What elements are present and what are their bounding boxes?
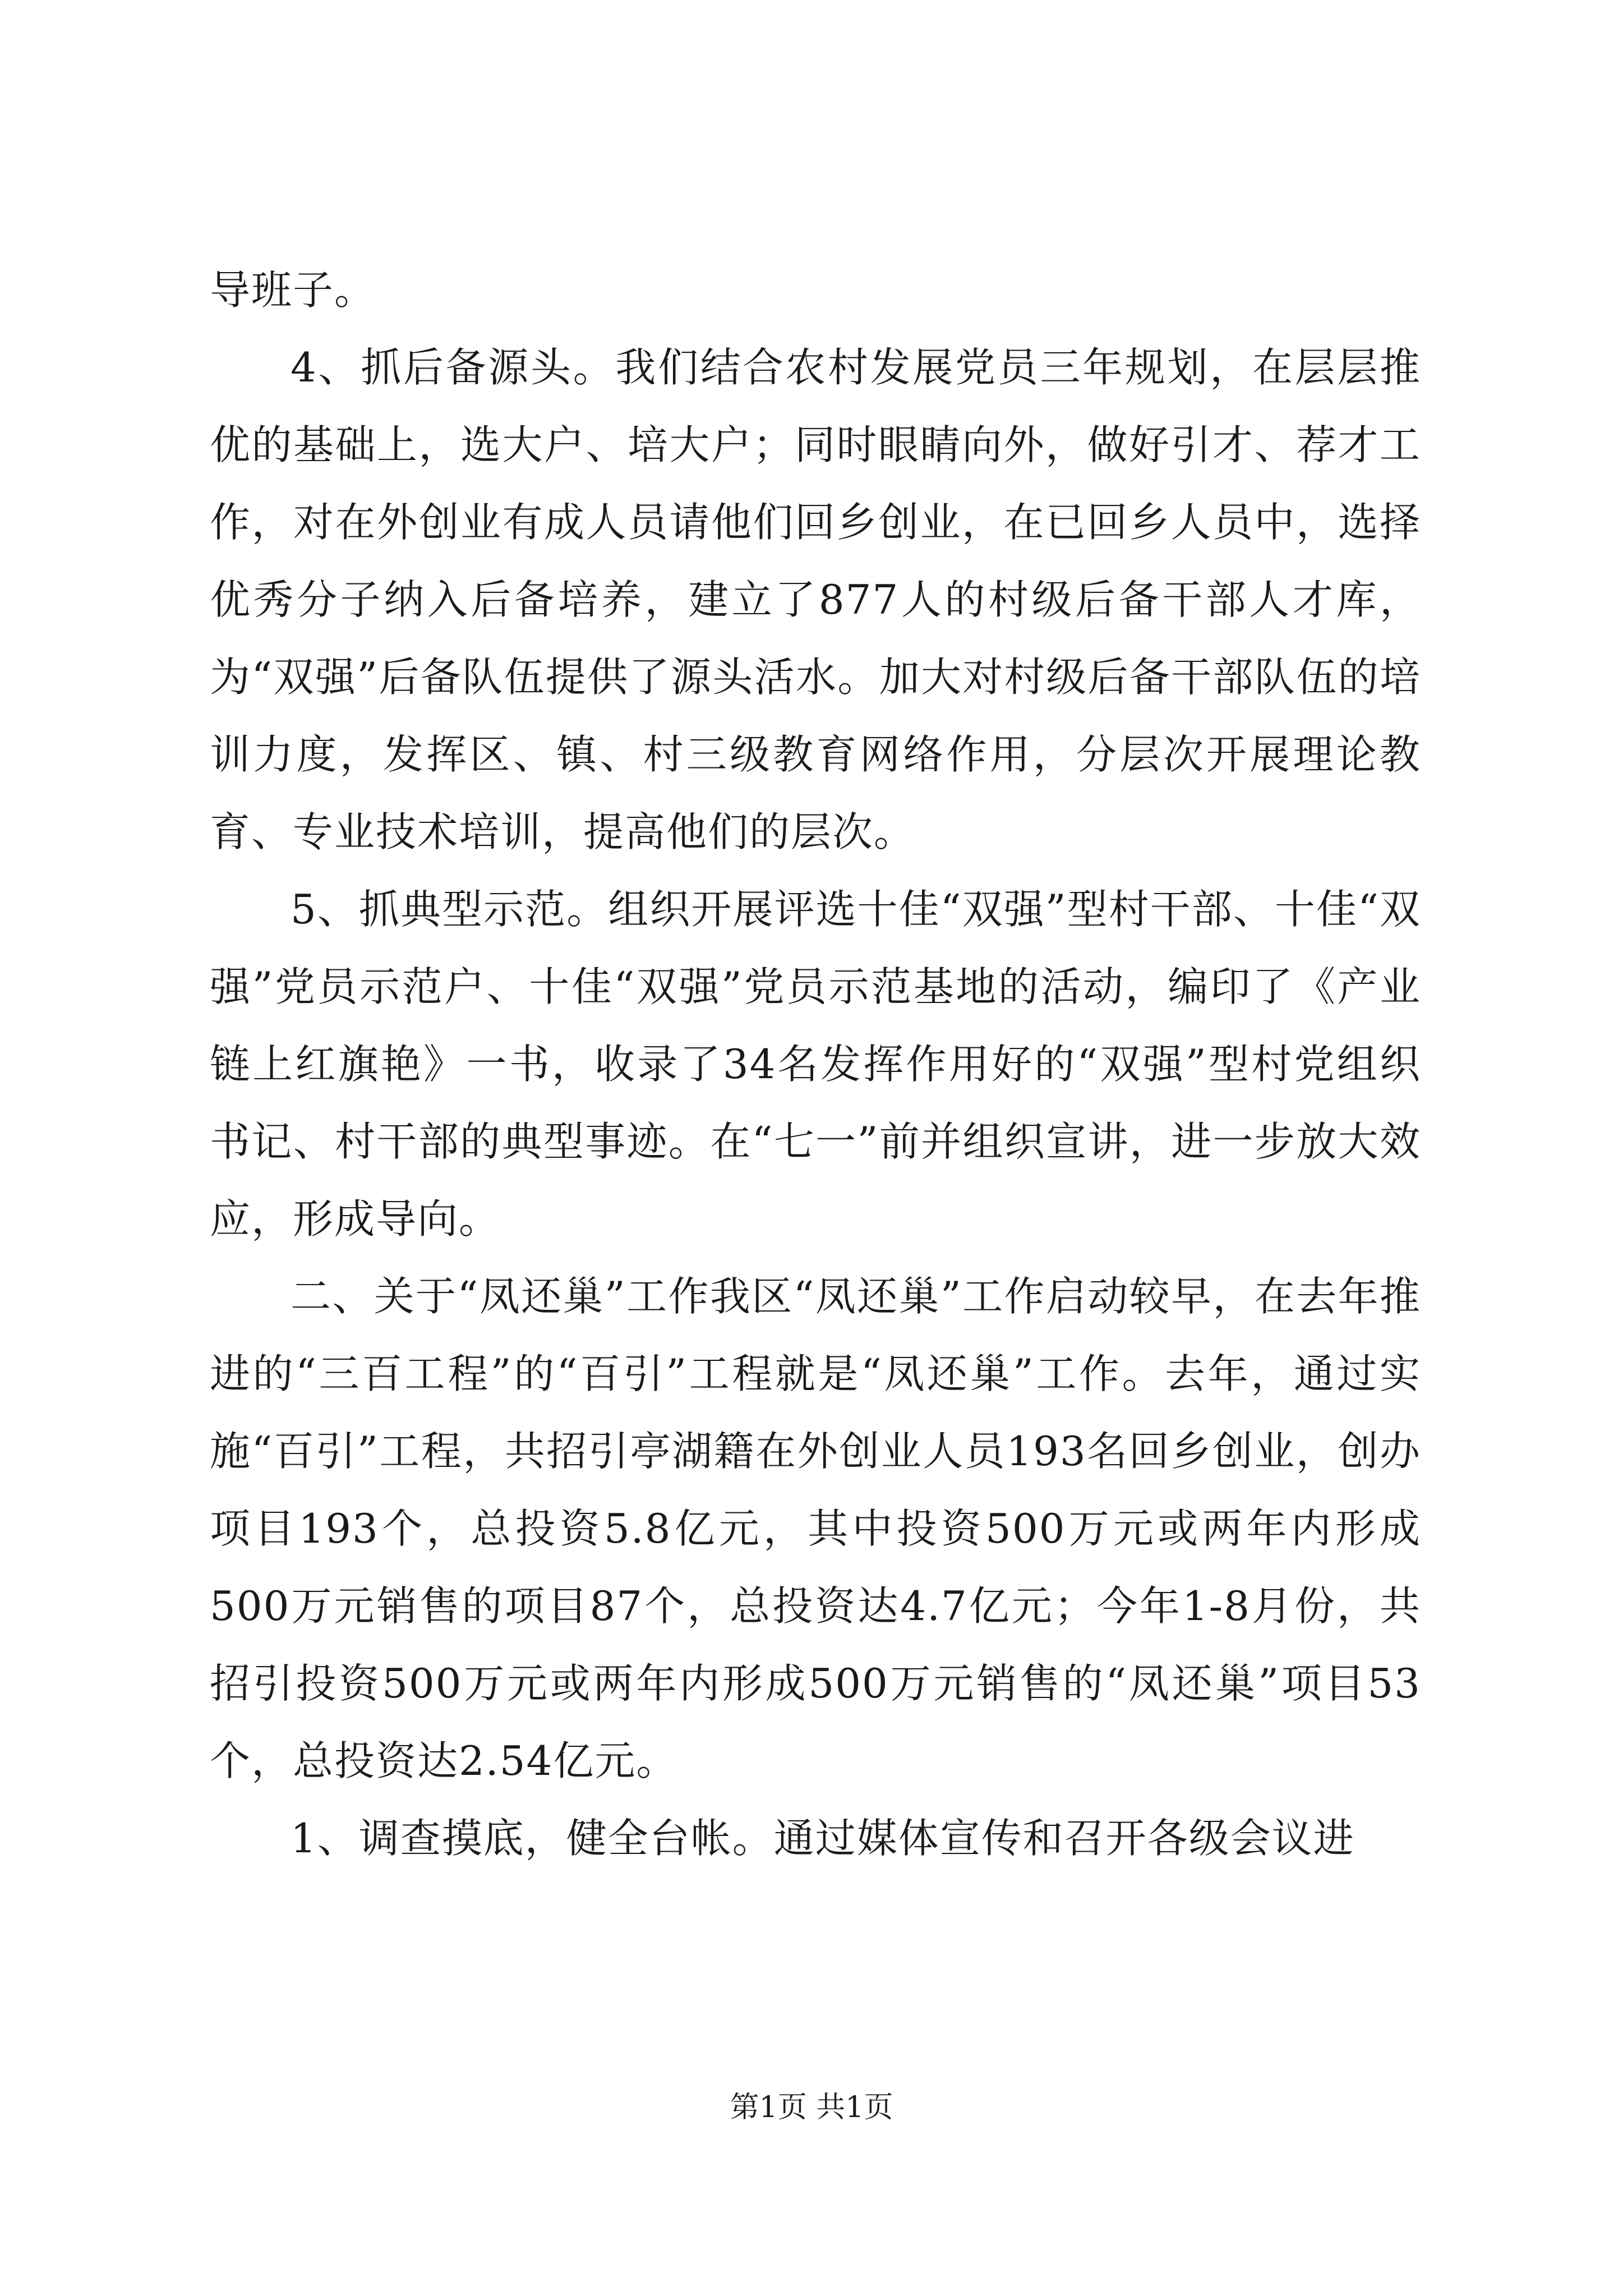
document-body — [210, 251, 1421, 1877]
paragraph-phoenix-return: 二、关于“凤还巢”工作我区“凤还巢”工作启动较早，在去年推进的“三百工程”的“百引”工程就是“凤还巢”工作。去年，通过实施“百引”工程，共招引亭湖籍在外创业人员193名回乡创业，创办项目193个，总投资5.8亿元，其中投资500万元或两年内形成500万元销售的项目87个，总投资达4.7亿元；今年1-8月份，共招引投资500万元或两年内形成500万元销售的“凤还巢”项目53个，总投资达2.54亿元。 — [210, 1273, 1421, 1784]
paragraph-continuation: 导班子。 — [210, 266, 376, 314]
page-footer: 第1页 共1页 — [730, 2091, 893, 2124]
paragraph-survey-ledger: 1、调查摸底，健全台帐。通过媒体宣传和召开各级会议进 — [291, 1815, 1355, 1862]
paragraph-reserve-source: 4、抓后备源头。我们结合农村发展党员三年规划，在层层推优的基础上，选大户、培大户；同时眼睛向外，做好引才、荐才工作，对在外创业有成人员请他们回乡创业，在已回乡人员中，选择优秀分子纳入后备培养，建立了877人的村级后备干部人才库，为“双强”后备队伍提供了源头活水。加大对村级后备干部队伍的培训力度，发挥区、镇、村三级教育网络作用，分层次开展理论教育、专业技术培训，提高他们的层次。 — [210, 344, 1421, 855]
paragraph-typical-demonstration: 5、抓典型示范。组织开展评选十佳“双强”型村干部、十佳“双强”党员示范户、十佳“双强”党员示范基地的活动，编印了《产业链上红旗艳》一书，收录了34名发挥作用好的“双强”型村党组织书记、村干部的典型事迹。在“七一”前并组织宣讲，进一步放大效应，形成导向。 — [210, 886, 1421, 1243]
